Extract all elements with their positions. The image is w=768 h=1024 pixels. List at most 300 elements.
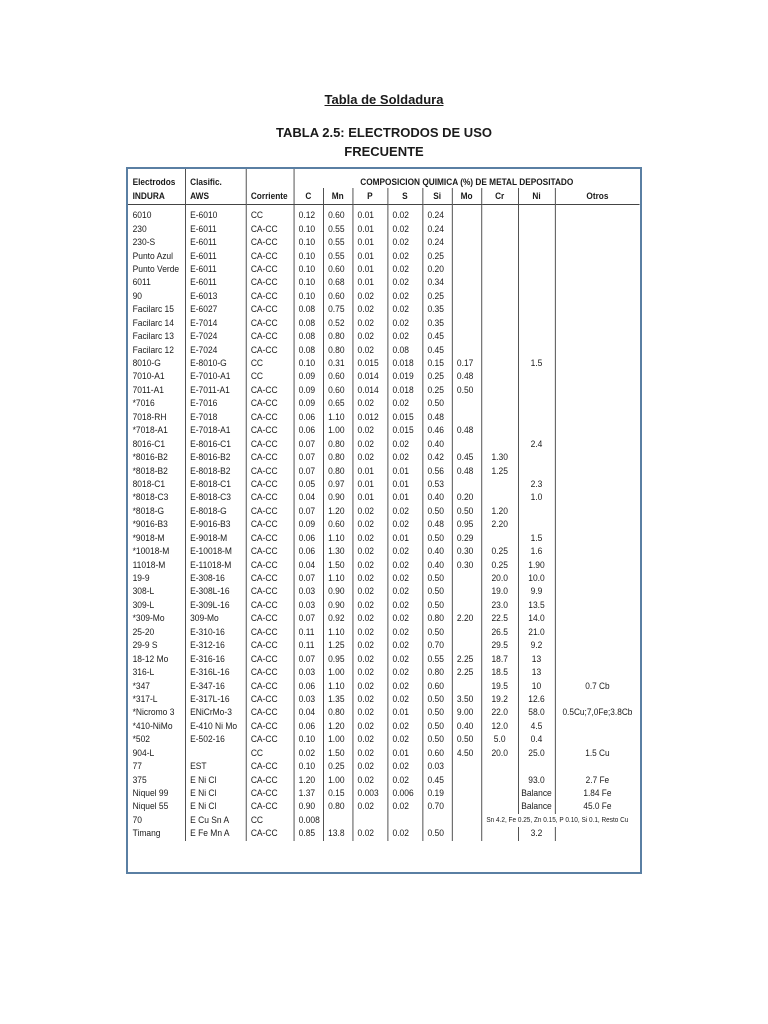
table-row <box>128 814 640 827</box>
table-row <box>128 303 640 316</box>
table-cell: 0.01 <box>352 222 387 235</box>
table-cell <box>555 760 640 773</box>
table-cell: E-7024 <box>185 330 246 343</box>
table-cell: 0.80 <box>323 451 352 464</box>
table-cell <box>555 639 640 652</box>
table-cell: E-6013 <box>185 290 246 303</box>
table-cell: 13.5 <box>518 599 555 612</box>
table-cell <box>452 814 481 827</box>
table-cell: 0.24 <box>422 236 451 249</box>
table-cell <box>518 505 555 518</box>
table-cell <box>481 411 518 424</box>
table-cell: 0.40 <box>422 558 451 571</box>
table-cell <box>555 827 640 840</box>
table-cell: 0.02 <box>352 639 387 652</box>
table-cell <box>518 276 555 289</box>
table-cell <box>481 343 518 356</box>
table-cell: *347 <box>132 680 150 691</box>
header-indura: INDURA <box>128 188 185 205</box>
table-cell <box>452 236 481 249</box>
table-cell: E-8016-C1 <box>185 437 246 450</box>
table-cell: 0.02 <box>352 558 387 571</box>
table-cell: *10018-M <box>132 546 170 557</box>
table-cell: 25-20 <box>132 626 155 637</box>
table-cell: 0.02 <box>352 800 387 813</box>
table-cell: 1.00 <box>323 733 352 746</box>
table-cell <box>452 478 481 491</box>
table-cell: 1.5 <box>518 357 555 370</box>
table-cell <box>452 572 481 585</box>
table-cell: 1.84 Fe <box>555 787 640 800</box>
table-cell: 18.7 <box>481 652 518 665</box>
table-cell: 0.02 <box>387 666 422 679</box>
table-cell: 0.90 <box>323 585 352 598</box>
table-cell: 1.25 <box>481 464 518 477</box>
table-cell: 0.02 <box>352 397 387 410</box>
table-cell: 0.07 <box>294 572 323 585</box>
table-cell: 1.25 <box>323 639 352 652</box>
table-cell <box>452 626 481 639</box>
table-cell: 0.40 <box>422 491 451 504</box>
table-cell: 0.01 <box>387 706 422 719</box>
table-cell: 0.02 <box>387 437 422 450</box>
table-cell: E-308L-16 <box>185 585 246 598</box>
table-cell: CA-CC <box>246 572 294 585</box>
table-cell <box>452 317 481 330</box>
table-cell: CA-CC <box>246 505 294 518</box>
table-cell: 12.0 <box>481 720 518 733</box>
table-cell: 0.02 <box>387 303 422 316</box>
table-row <box>128 558 640 571</box>
table-cell: 1.20 <box>481 505 518 518</box>
table-cell: 230-S <box>132 237 156 248</box>
table-cell: 18-12 Mo <box>132 653 169 664</box>
table-cell <box>555 491 640 504</box>
table-cell: CA-CC <box>246 827 294 840</box>
table-cell: 0.25 <box>422 290 451 303</box>
table-cell <box>387 814 422 827</box>
table-cell <box>555 464 640 477</box>
table-row <box>128 787 640 800</box>
table-cell <box>452 411 481 424</box>
table-cell: Facilarc 14 <box>132 317 174 328</box>
header-electrodos: Electrodos <box>132 176 176 187</box>
table-row <box>128 800 640 813</box>
table-cell: 8018-C1 <box>132 478 166 489</box>
table-cell: E-309L-16 <box>185 599 246 612</box>
table-row <box>128 317 640 330</box>
table-cell: 1.50 <box>323 558 352 571</box>
table-cell: 0.25 <box>422 384 451 397</box>
table-cell: CA-CC <box>246 397 294 410</box>
table-cell: 0.01 <box>352 276 387 289</box>
table-cell: 0.02 <box>352 437 387 450</box>
table-cell: 1.00 <box>323 773 352 786</box>
table-cell: CA-CC <box>246 263 294 276</box>
table-cell: 904-L <box>132 747 155 758</box>
table-cell: 0.48 <box>452 424 481 437</box>
table-cell: 19.5 <box>481 679 518 692</box>
table-cell: 1.0 <box>518 491 555 504</box>
table-cell: *410-NiMo <box>132 720 173 731</box>
table-cell: 0.90 <box>294 800 323 813</box>
table-cell <box>481 437 518 450</box>
table-row <box>128 827 640 840</box>
table-cell: CA-CC <box>246 303 294 316</box>
table-cell: 0.015 <box>352 357 387 370</box>
table-cell: Timang <box>132 828 161 839</box>
table-cell: 0.02 <box>387 205 422 223</box>
table-cell: 0.50 <box>422 572 451 585</box>
table-cell: *502 <box>132 734 150 745</box>
table-cell <box>518 205 555 223</box>
table-cell: 0.02 <box>352 545 387 558</box>
table-caption-line1: TABLA 2.5: ELECTRODOS DE USO <box>276 125 492 140</box>
table-cell: 0.20 <box>452 491 481 504</box>
table-row <box>128 276 640 289</box>
page-title: Tabla de Soldadura <box>324 92 444 107</box>
table-cell: E-6011 <box>185 222 246 235</box>
header-otros: Otros <box>555 188 640 205</box>
table-cell: 0.07 <box>294 505 323 518</box>
header-s: S <box>387 188 422 205</box>
table-cell: 58.0 <box>518 706 555 719</box>
table-cell <box>452 437 481 450</box>
table-cell: *8018-C3 <box>132 492 169 503</box>
table-cell: 0.70 <box>422 800 451 813</box>
table-cell: 375 <box>132 774 147 785</box>
table-cell <box>481 478 518 491</box>
table-cell: 5.0 <box>481 733 518 746</box>
table-cell: Punto Verde <box>132 263 180 274</box>
table-cell: 0.02 <box>352 652 387 665</box>
table-cell: 0.03 <box>294 666 323 679</box>
table-cell: 0.07 <box>294 612 323 625</box>
table-cell <box>555 572 640 585</box>
table-cell: E-6011 <box>185 276 246 289</box>
table-cell <box>323 814 352 827</box>
table-cell: 0.70 <box>422 639 451 652</box>
table-cell: 9.2 <box>518 639 555 652</box>
table-cell: 4.50 <box>452 747 481 760</box>
table-cell: 25.0 <box>518 747 555 760</box>
table-cell: 7018-RH <box>132 411 167 422</box>
table-cell <box>481 827 518 840</box>
table-cell: 9.9 <box>518 585 555 598</box>
table-cell <box>481 290 518 303</box>
table-cell: E-8010-G <box>185 357 246 370</box>
table-cell <box>481 330 518 343</box>
table-cell: 0.02 <box>352 518 387 531</box>
table-cell: 1.00 <box>323 424 352 437</box>
table-cell: 0.08 <box>294 317 323 330</box>
table-cell: CA-CC <box>246 599 294 612</box>
table-cell: 0.01 <box>352 205 387 223</box>
table-cell: 0.01 <box>352 478 387 491</box>
table-cell: 0.02 <box>352 343 387 356</box>
table-cell: 0.02 <box>387 639 422 652</box>
table-cell: 0.24 <box>422 222 451 235</box>
table-cell: 0.02 <box>387 599 422 612</box>
table-cell: 0.80 <box>323 800 352 813</box>
table-cell: E-7010-A1 <box>185 370 246 383</box>
table-cell: 29.5 <box>481 639 518 652</box>
table-cell: 1.35 <box>323 693 352 706</box>
table-cell <box>518 330 555 343</box>
table-cell: 0.7 Cb <box>555 679 640 692</box>
table-cell: 1.30 <box>481 451 518 464</box>
table-cell: 0.02 <box>352 290 387 303</box>
table-cell <box>452 773 481 786</box>
table-cell <box>452 800 481 813</box>
table-cell: 0.04 <box>294 558 323 571</box>
table-cell: 45.0 Fe <box>555 800 640 813</box>
table-cell: 0.53 <box>422 478 451 491</box>
table-cell: 0.01 <box>352 464 387 477</box>
table-cell <box>481 370 518 383</box>
table-cell: E-316-16 <box>185 652 246 665</box>
table-cell: 0.09 <box>294 370 323 383</box>
table-cell: 1.10 <box>323 532 352 545</box>
table-cell: 0.25 <box>422 370 451 383</box>
table-cell: E-6011 <box>185 236 246 249</box>
table-cell <box>555 693 640 706</box>
table-cell: 0.02 <box>387 720 422 733</box>
table-cell <box>481 800 518 813</box>
table-cell: 0.02 <box>352 720 387 733</box>
table-cell: CA-CC <box>246 733 294 746</box>
table-cell: E-8018-G <box>185 505 246 518</box>
table-cell: 0.10 <box>294 290 323 303</box>
table-cell: 0.01 <box>387 747 422 760</box>
table-cell <box>481 787 518 800</box>
table-cell: *8018-B2 <box>132 465 168 476</box>
table-cell: 0.03 <box>294 585 323 598</box>
table-cell: 1.10 <box>323 679 352 692</box>
table-cell <box>452 787 481 800</box>
table-cell: 0.02 <box>352 679 387 692</box>
table-cell: CA-CC <box>246 652 294 665</box>
table-cell <box>518 518 555 531</box>
table-cell: ENiCrMo-3 <box>185 706 246 719</box>
table-cell: E-8018-B2 <box>185 464 246 477</box>
table-cell <box>452 397 481 410</box>
table-cell: 0.06 <box>294 679 323 692</box>
table-cell <box>452 205 481 223</box>
table-cell <box>481 222 518 235</box>
table-cell: 0.60 <box>422 747 451 760</box>
table-cell: 0.02 <box>352 693 387 706</box>
table-cell <box>518 290 555 303</box>
table-cell: 0.45 <box>452 451 481 464</box>
table-cell: 0.12 <box>294 205 323 223</box>
table-cell: 0.15 <box>422 357 451 370</box>
table-cell <box>452 263 481 276</box>
table-cell: CA-CC <box>246 290 294 303</box>
table-cell <box>555 666 640 679</box>
table-cell: 0.50 <box>452 733 481 746</box>
table-cell: 0.07 <box>294 451 323 464</box>
table-cell: 0.10 <box>294 733 323 746</box>
table-cell: 0.80 <box>323 706 352 719</box>
table-cell: 0.06 <box>294 720 323 733</box>
table-cell: 0.015 <box>387 411 422 424</box>
table-cell: 4.5 <box>518 720 555 733</box>
table-cell: E-6011 <box>185 263 246 276</box>
header-mn: Mn <box>323 188 352 205</box>
table-cell: 22.0 <box>481 706 518 719</box>
table-cell <box>452 343 481 356</box>
table-cell: 0.06 <box>294 424 323 437</box>
table-cell: 23.0 <box>481 599 518 612</box>
table-cell: 2.25 <box>452 666 481 679</box>
table-cell: 0.30 <box>452 558 481 571</box>
table-cell: 0.015 <box>387 424 422 437</box>
table-cell: 0.02 <box>387 652 422 665</box>
table-cell: CA-CC <box>246 317 294 330</box>
table-cell: 0.46 <box>422 424 451 437</box>
table-cell: 13.8 <box>323 827 352 840</box>
table-cell: 9.00 <box>452 706 481 719</box>
table-cell <box>555 451 640 464</box>
table-cell: 0.55 <box>323 236 352 249</box>
table-cell: CA-CC <box>246 545 294 558</box>
table-cell: 0.02 <box>387 505 422 518</box>
table-cell <box>452 303 481 316</box>
table-cell: 0.25 <box>323 760 352 773</box>
table-cell: CA-CC <box>246 330 294 343</box>
table-cell: 0.03 <box>422 760 451 773</box>
table-row <box>128 370 640 383</box>
table-cell: CA-CC <box>246 222 294 235</box>
table-cell: 0.02 <box>387 518 422 531</box>
table-cell <box>518 263 555 276</box>
table-cell: 0.02 <box>352 532 387 545</box>
table-cell: 13 <box>518 652 555 665</box>
table-cell <box>518 760 555 773</box>
table-cell <box>555 424 640 437</box>
table-cell <box>518 222 555 235</box>
table-cell: CC <box>246 205 294 223</box>
table-cell: 0.92 <box>323 612 352 625</box>
table-row <box>128 411 640 424</box>
table-cell: CA-CC <box>246 585 294 598</box>
header-c: C <box>294 188 323 205</box>
table-cell: 0.02 <box>387 733 422 746</box>
table-cell: 0.45 <box>422 330 451 343</box>
table-row <box>128 384 640 397</box>
table-row <box>128 532 640 545</box>
table-cell: Niquel 99 <box>132 788 169 799</box>
table-cell: 0.10 <box>294 357 323 370</box>
table-cell <box>518 249 555 262</box>
table-cell: CA-CC <box>246 626 294 639</box>
table-cell: 1.10 <box>323 411 352 424</box>
table-cell: 0.31 <box>323 357 352 370</box>
table-cell: E-6027 <box>185 303 246 316</box>
table-cell <box>518 464 555 477</box>
table-cell <box>555 599 640 612</box>
table-cell: E Cu Sn A <box>185 814 246 827</box>
table-cell: 0.07 <box>294 437 323 450</box>
table-cell <box>481 773 518 786</box>
table-cell: 0.55 <box>323 249 352 262</box>
table-body <box>128 205 640 841</box>
table-cell: 0.02 <box>352 330 387 343</box>
table-cell: 1.30 <box>323 545 352 558</box>
table-cell: Facilarc 12 <box>132 344 174 355</box>
table-cell: E-6011 <box>185 249 246 262</box>
electrode-table <box>128 169 640 841</box>
table-cell <box>555 205 640 223</box>
table-cell <box>555 626 640 639</box>
table-cell: 7011-A1 <box>132 384 164 395</box>
table-cell: 7010-A1 <box>132 371 165 382</box>
table-cell: 0.02 <box>387 773 422 786</box>
table-cell: E Fe Mn A <box>185 827 246 840</box>
table-cell: CA-CC <box>246 478 294 491</box>
table-cell: 10 <box>518 679 555 692</box>
table-cell: 2.3 <box>518 478 555 491</box>
table-cell: 0.02 <box>387 276 422 289</box>
table-cell: 0.01 <box>352 491 387 504</box>
table-cell <box>481 760 518 773</box>
table-cell: CA-CC <box>246 249 294 262</box>
table-cell <box>185 747 246 760</box>
table-cell: 0.45 <box>422 343 451 356</box>
table-cell: 0.35 <box>422 303 451 316</box>
table-cell <box>518 451 555 464</box>
table-cell: 0.60 <box>323 518 352 531</box>
table-row <box>128 693 640 706</box>
table-cell <box>481 263 518 276</box>
table-cell: CA-CC <box>246 424 294 437</box>
table-cell: 0.02 <box>352 303 387 316</box>
header-si: Si <box>422 188 451 205</box>
table-cell <box>481 236 518 249</box>
table-row <box>128 612 640 625</box>
table-cell <box>518 343 555 356</box>
table-cell: 0.02 <box>352 572 387 585</box>
table-cell: 2.7 Fe <box>555 773 640 786</box>
table-cell <box>555 370 640 383</box>
table-cell: 0.40 <box>422 545 451 558</box>
table-cell: CA-CC <box>246 532 294 545</box>
table-cell: E-7018-A1 <box>185 424 246 437</box>
table-cell: CC <box>246 747 294 760</box>
table-cell: 0.01 <box>387 464 422 477</box>
table-cell: CA-CC <box>246 343 294 356</box>
table-cell: 21.0 <box>518 626 555 639</box>
table-cell: 0.02 <box>387 626 422 639</box>
table-cell: 0.10 <box>294 236 323 249</box>
table-cell: 0.018 <box>387 384 422 397</box>
table-cell: 0.50 <box>422 585 451 598</box>
table-cell: *Nicromo 3 <box>132 707 175 718</box>
table-cell: CA-CC <box>246 773 294 786</box>
table-cell: 1.50 <box>323 747 352 760</box>
table-cell: 0.52 <box>323 317 352 330</box>
table-row <box>128 572 640 585</box>
table-cell: 0.48 <box>452 370 481 383</box>
table-cell: 18.5 <box>481 666 518 679</box>
table-cell: 0.05 <box>294 478 323 491</box>
table-cell <box>555 263 640 276</box>
table-cell <box>555 411 640 424</box>
table-cell: 19.2 <box>481 693 518 706</box>
table-cell: Balance <box>518 787 555 800</box>
table-cell: 309-Mo <box>185 612 246 625</box>
